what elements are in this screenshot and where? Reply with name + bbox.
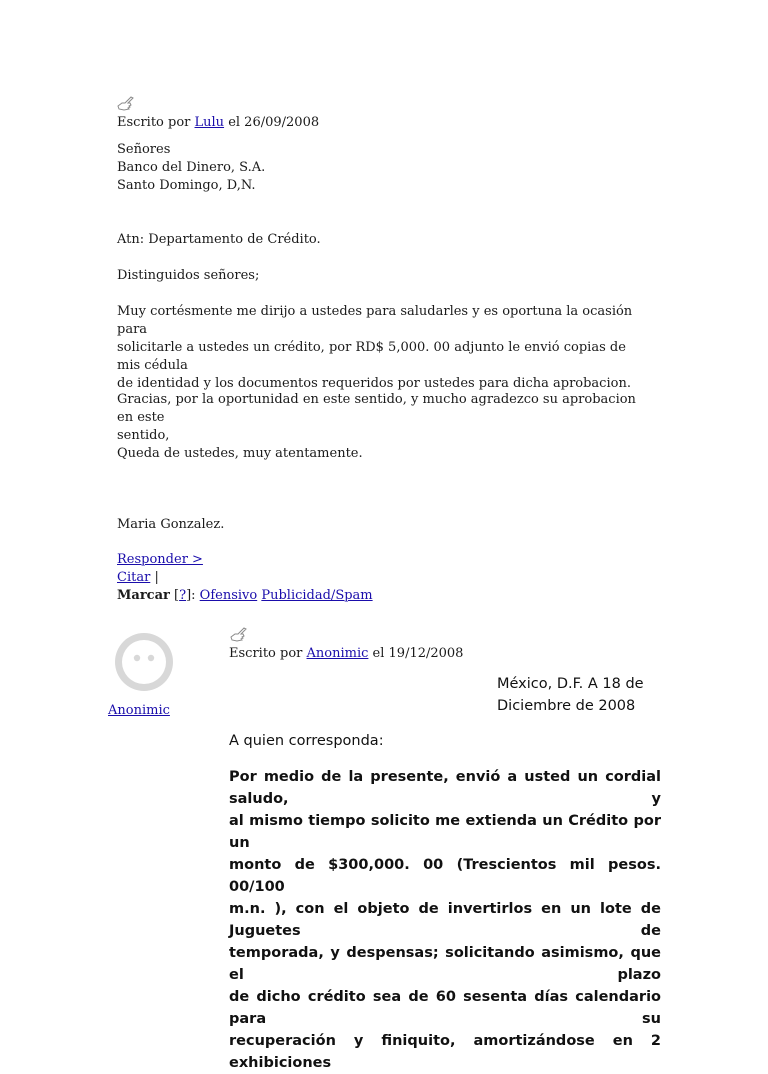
- post1-byline: [117, 114, 647, 132]
- letter-body: [229, 766, 661, 1074]
- author-link[interactable]: Lulu: [194, 115, 225, 130]
- body-line: monto de $300,000. 00 (Trescientos mil pesos. 00/100: [229, 857, 661, 895]
- mark-help-link[interactable]: ?: [179, 588, 187, 603]
- body-line: Por medio de la presente, envió a usted un cordial saludo, y: [229, 769, 661, 807]
- byline-prefix: Escrito por: [229, 646, 303, 661]
- default-avatar-icon: [112, 630, 176, 694]
- body-line: de dicho crédito sea de 60 sesenta días calendario para su: [229, 989, 661, 1027]
- place-date-line: México, D.F. A 18 de: [497, 676, 644, 692]
- pointing-hand-icon: [229, 625, 249, 643]
- thanks-paragraph: [117, 391, 647, 445]
- greeting-line: Distinguidos señores;: [117, 268, 260, 283]
- attention-line: Atn: Departamento de Crédito.: [117, 232, 321, 247]
- body-line: temporada, y despensas; solicitando asimismo, que el plazo: [229, 945, 661, 983]
- body-line: m.n. ), con el objeto de invertirlos en un lote de Juguetes de: [229, 901, 661, 939]
- quote-link[interactable]: Citar: [117, 570, 151, 585]
- author-link[interactable]: Anonimic: [306, 646, 369, 661]
- body-line: recuperación y finiquito, amortizándose en 2 exhibiciones: [229, 1033, 661, 1071]
- addressee-line: Santo Domingo, D,N.: [117, 178, 256, 193]
- mark-label: Marcar: [117, 588, 170, 603]
- post-date: el 26/09/2008: [228, 115, 320, 130]
- reply-link[interactable]: Responder >: [117, 552, 203, 567]
- bracket: ]:: [186, 588, 196, 603]
- signature: Maria Gonzalez.: [117, 517, 225, 532]
- pointing-hand-icon: [116, 94, 136, 112]
- addressee-line: Banco del Dinero, S.A.: [117, 160, 266, 175]
- post2-byline: [229, 645, 649, 663]
- place-date-line: Diciembre de 2008: [497, 698, 636, 714]
- letter-body: [117, 303, 647, 393]
- addressee-block: [117, 141, 647, 195]
- body-line: solicitarle a ustedes un crédito, por RD$ 5,000. 00 adjunto le envió copias de mis cédula: [117, 340, 626, 373]
- addressee-line: Señores: [117, 142, 171, 157]
- thanks-line: sentido,: [117, 428, 170, 443]
- body-line: al mismo tiempo solicito me extienda un Crédito por un: [229, 813, 661, 851]
- body-line: Muy cortésmente me dirijo a ustedes para saludarles y es oportuna la ocasión para: [117, 304, 633, 337]
- bracket: [: [174, 588, 180, 603]
- place-date: [497, 673, 697, 717]
- post-date: el 19/12/2008: [372, 646, 464, 661]
- salutation: A quien corresponda:: [229, 733, 384, 749]
- closing-line: Queda de ustedes, muy atentamente.: [117, 446, 363, 461]
- post-actions: [117, 551, 647, 605]
- byline-prefix: Escrito por: [117, 115, 191, 130]
- body-line: de identidad y los documentos requeridos por ustedes para dicha aprobacion.: [117, 376, 631, 391]
- separator: |: [154, 570, 159, 585]
- avatar-author-link[interactable]: Anonimic: [108, 703, 170, 718]
- report-spam-link[interactable]: Publicidad/Spam: [261, 588, 373, 603]
- report-offensive-link[interactable]: Ofensivo: [199, 588, 258, 603]
- thanks-line: Gracias, por la oportunidad en este sentido, y mucho agradezco su aprobacion en este: [117, 392, 636, 425]
